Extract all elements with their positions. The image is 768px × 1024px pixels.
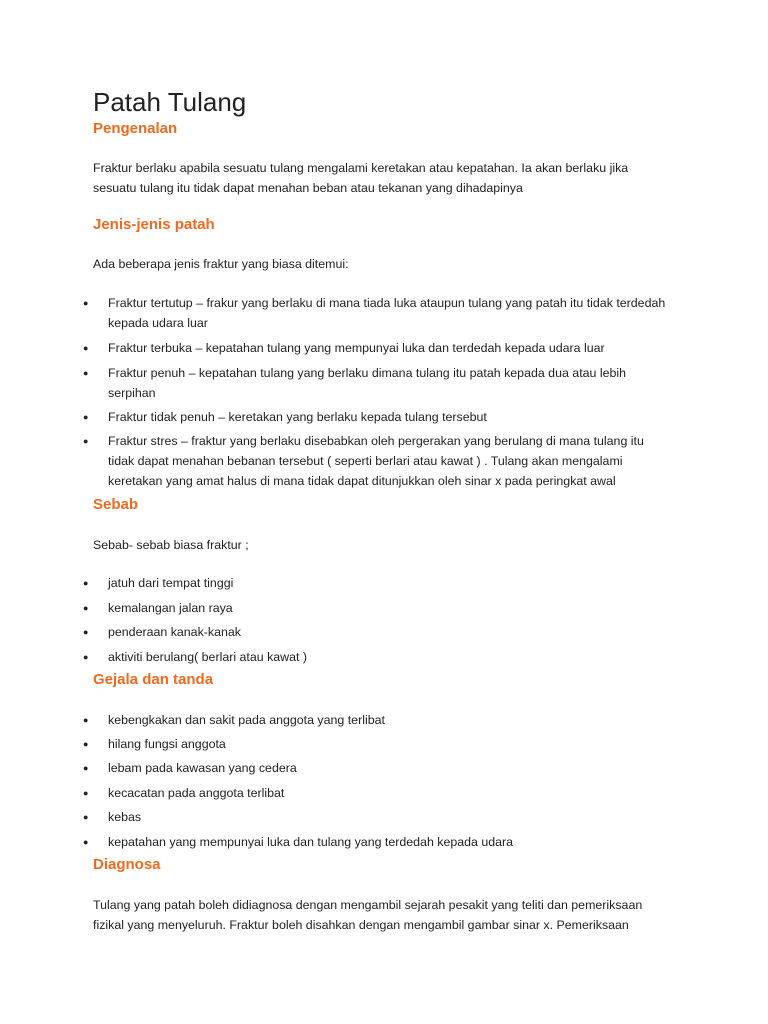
list-item: penderaan kanak-kanak xyxy=(108,625,241,639)
list-item: kepatahan yang mempunyai luka dan tulang yang terdedah kepada udara xyxy=(108,835,514,849)
list-item: hilang fungsi anggota xyxy=(108,737,226,751)
list-item: lebam pada kawasan yang cedera xyxy=(108,761,297,775)
heading-diagnosa: Diagnosa xyxy=(93,856,161,873)
bullet-icon: ● xyxy=(83,812,89,822)
bullet-icon: ● xyxy=(83,368,89,378)
heading-gejala-dan-tanda: Gejala dan tanda xyxy=(93,671,214,688)
heading-jenis-patah: Jenis-jenis patah xyxy=(93,216,215,233)
list-item: Fraktur terbuka – kepatahan tulang yang mempunyai luka dan terdedah kepada udara luar xyxy=(108,341,605,355)
list-item: Fraktur stres – fraktur yang berlaku disebabkan oleh pergerakan yang berulang di mana tulang itu tidak dapat menahan bebanan tersebut ( seperti berlari atau kawat ) . Tulang akan mengalami keretakan yang amat halus di mana tidak dapat ditunjukkan oleh sinar x pada peringkat awal xyxy=(108,434,644,488)
bullet-icon: ● xyxy=(83,603,89,613)
list-item: kemalangan jalan raya xyxy=(108,601,233,615)
bullet-icon: ● xyxy=(83,436,89,446)
list-item: Fraktur tidak penuh – keretakan yang berlaku kepada tulang tersebut xyxy=(108,410,487,424)
bullet-icon: ● xyxy=(83,788,89,798)
bullet-icon: ● xyxy=(83,412,89,422)
list-item: kecacatan pada anggota terlibat xyxy=(108,786,285,800)
bullet-icon: ● xyxy=(83,763,89,773)
list-item: Fraktur tertutup – frakur yang berlaku di mana tiada luka ataupun tulang yang patah itu tidak terdedah kepada udara luar xyxy=(108,296,666,330)
list-item: Fraktur penuh – kepatahan tulang yang berlaku dimana tulang itu patah kepada dua atau lebih serpihan xyxy=(108,366,627,400)
bullet-icon: ● xyxy=(83,715,89,725)
paragraph-sebab-intro: Sebab- sebab biasa fraktur ; xyxy=(93,538,249,552)
list-item: jatuh dari tempat tinggi xyxy=(108,576,234,590)
bullet-icon: ● xyxy=(83,652,89,662)
heading-sebab: Sebab xyxy=(93,496,139,513)
list-item: kebengkakan dan sakit pada anggota yang terlibat xyxy=(108,713,385,727)
paragraph-pengenalan: Fraktur berlaku apabila sesuatu tulang mengalami keretakan atau kepatahan. Ia akan berlaku jika sesuatu tulang itu tidak dapat menahan beban atau tekanan yang dihadapinya xyxy=(93,161,629,195)
list-item: aktiviti berulang( berlari atau kawat ) xyxy=(108,650,308,664)
paragraph-jenis-intro: Ada beberapa jenis fraktur yang biasa ditemui: xyxy=(93,257,349,271)
bullet-icon: ● xyxy=(83,739,89,749)
bullet-icon: ● xyxy=(83,343,89,353)
bullet-icon: ● xyxy=(83,578,89,588)
page-title: Patah Tulang xyxy=(93,87,247,117)
bullet-icon: ● xyxy=(83,627,89,637)
paragraph-diagnosa: Tulang yang patah boleh didiagnosa dengan mengambil sejarah pesakit yang teliti dan pemeriksaan fizikal yang menyeluruh. Fraktur boleh disahkan dengan mengambil gambar sinar x. Pemeriksaan xyxy=(93,898,643,932)
bullet-icon: ● xyxy=(83,298,89,308)
bullet-icon: ● xyxy=(83,837,89,847)
heading-pengenalan: Pengenalan xyxy=(93,120,178,137)
list-item: kebas xyxy=(108,810,142,824)
